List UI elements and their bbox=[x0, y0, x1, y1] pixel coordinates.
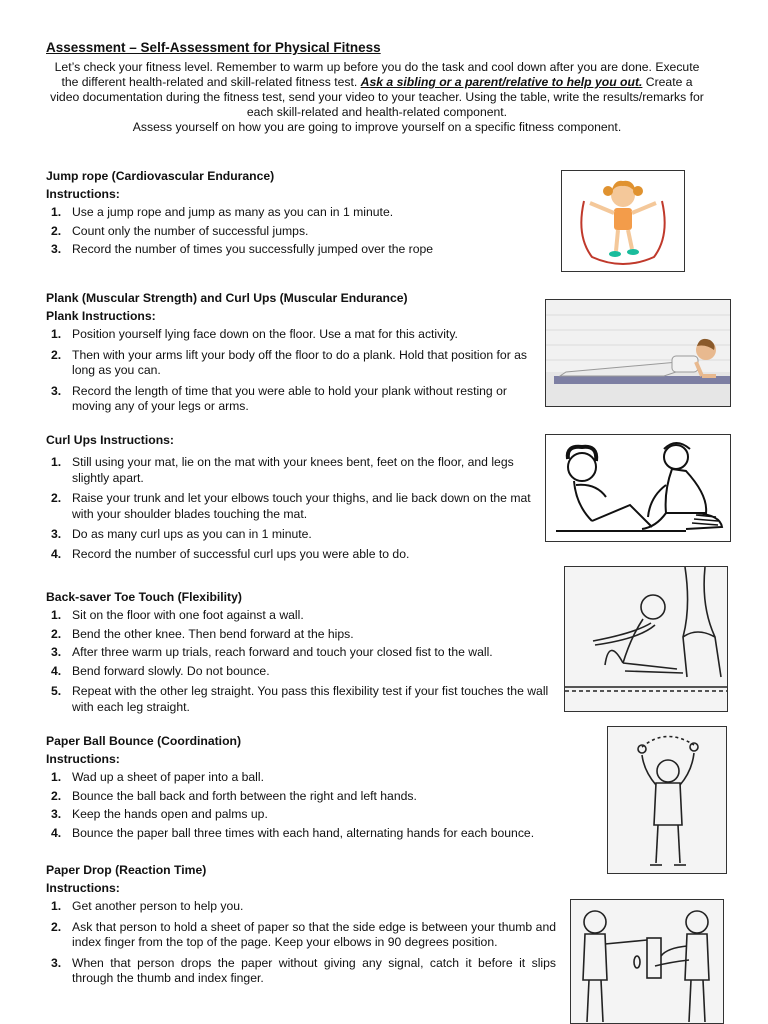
list-item: 2. Bend the other knee. Then bend forward at the hips. bbox=[51, 626, 354, 641]
list-item: 3. Keep the hands open and palms up. bbox=[51, 807, 268, 821]
toe-touch-illustration bbox=[564, 566, 728, 712]
plank-steps bbox=[46, 327, 534, 415]
intro-paragraph bbox=[46, 60, 708, 135]
paper-ball-illustration bbox=[607, 726, 727, 874]
list-item: 3. Record the number of times you successfully jumped over the rope bbox=[51, 242, 434, 256]
list-item: 3. After three warm up trials, reach forward and touch your closed fist to the wall. bbox=[51, 645, 493, 659]
jump-rope-instructions-label: Instructions: bbox=[46, 187, 120, 201]
intro-assess-line: Assess yourself on how you are going to improve yourself on a specific fitness component. bbox=[132, 120, 622, 134]
jump-rope-heading: Jump rope (Cardiovascular Endurance) bbox=[46, 169, 275, 183]
list-item: 5. Repeat with the other leg straight. You pass this flexibility test if your fist touches the wall with each leg straight. bbox=[51, 684, 549, 714]
paper-drop-steps bbox=[46, 899, 556, 987]
jump-rope-illustration bbox=[561, 170, 685, 272]
list-item: 1. Position yourself lying face down on the floor. Use a mat for this activity. bbox=[51, 327, 458, 341]
toe-touch-steps bbox=[46, 608, 562, 715]
list-item: 4. Record the number of successful curl ups you were able to do. bbox=[51, 546, 410, 561]
paper-drop-instructions-label: Instructions: bbox=[46, 881, 120, 895]
plank-curlups-heading: Plank (Muscular Strength) and Curl Ups (Muscular Endurance) bbox=[46, 291, 408, 305]
list-item: 3. Record the length of time that you were able to hold your plank without resting or moving any of your legs or arms. bbox=[51, 383, 507, 413]
list-item: 2. Ask that person to hold a sheet of paper so that the side edge is between your thumb and index finger from the top of the page. Keep your elbows in 90 degrees position. bbox=[51, 919, 556, 949]
list-item: 2. Raise your trunk and let your elbows touch your thighs, and lie back down on the mat with your shoulder blades touching the mat. bbox=[51, 491, 531, 521]
list-item: 1. Wad up a sheet of paper into a ball. bbox=[51, 770, 264, 784]
list-item: 2. Bounce the ball back and forth between the right and left hands. bbox=[51, 788, 417, 803]
list-item: 1. Get another person to help you. bbox=[51, 899, 244, 913]
list-item: 3. Do as many curl ups as you can in 1 minute. bbox=[51, 527, 312, 541]
list-item: 4. Bounce the paper ball three times with each hand, alternating hands for each bounce. bbox=[51, 825, 535, 840]
intro-text-part2: Create a video documentation during the fitness test, send your video to your teacher. Using the table, write the results/remarks for each skill-related and health-related component. bbox=[50, 75, 704, 119]
intro-text-part1: Let’s check your fitness level. Remember to warm up before you do the task and cool down after you are done. Execute the different health-related and skill-related fitness test. bbox=[54, 60, 700, 89]
curlups-steps bbox=[46, 455, 534, 562]
paper-ball-instructions-label: Instructions: bbox=[46, 752, 120, 766]
paper-drop-illustration bbox=[570, 899, 724, 1024]
list-item: 1. Still using your mat, lie on the mat with your knees bent, feet on the floor, and legs slightly apart. bbox=[51, 455, 514, 485]
paper-ball-heading: Paper Ball Bounce (Coordination) bbox=[46, 734, 242, 748]
plank-instructions-label: Plank Instructions: bbox=[46, 309, 156, 323]
page-title: Assessment – Self-Assessment for Physical Fitness bbox=[46, 40, 381, 55]
list-item: 1. Sit on the floor with one foot against a wall. bbox=[51, 608, 304, 622]
list-item: 3. When that person drops the paper without giving any signal, catch it before it slips through the thumb and index finger. bbox=[51, 955, 556, 985]
list-item: 1. Use a jump rope and jump as many as you can in 1 minute. bbox=[51, 205, 394, 219]
curlups-instructions-label: Curl Ups Instructions: bbox=[46, 433, 174, 447]
toe-touch-heading: Back-saver Toe Touch (Flexibility) bbox=[46, 590, 242, 604]
paper-drop-heading: Paper Drop (Reaction Time) bbox=[46, 863, 207, 877]
list-item: 2. Count only the number of successful jumps. bbox=[51, 223, 309, 238]
plank-illustration bbox=[545, 299, 731, 407]
list-item: 2. Then with your arms lift your body off the floor to do a plank. Hold that position for as long as you can. bbox=[51, 347, 528, 377]
jump-rope-steps bbox=[46, 205, 526, 258]
list-item: 4. Bend forward slowly. Do not bounce. bbox=[51, 663, 270, 678]
paper-ball-steps bbox=[46, 770, 606, 841]
curlups-illustration bbox=[545, 434, 731, 542]
intro-emphasis: Ask a sibling or a parent/relative to help you out. bbox=[360, 75, 643, 89]
